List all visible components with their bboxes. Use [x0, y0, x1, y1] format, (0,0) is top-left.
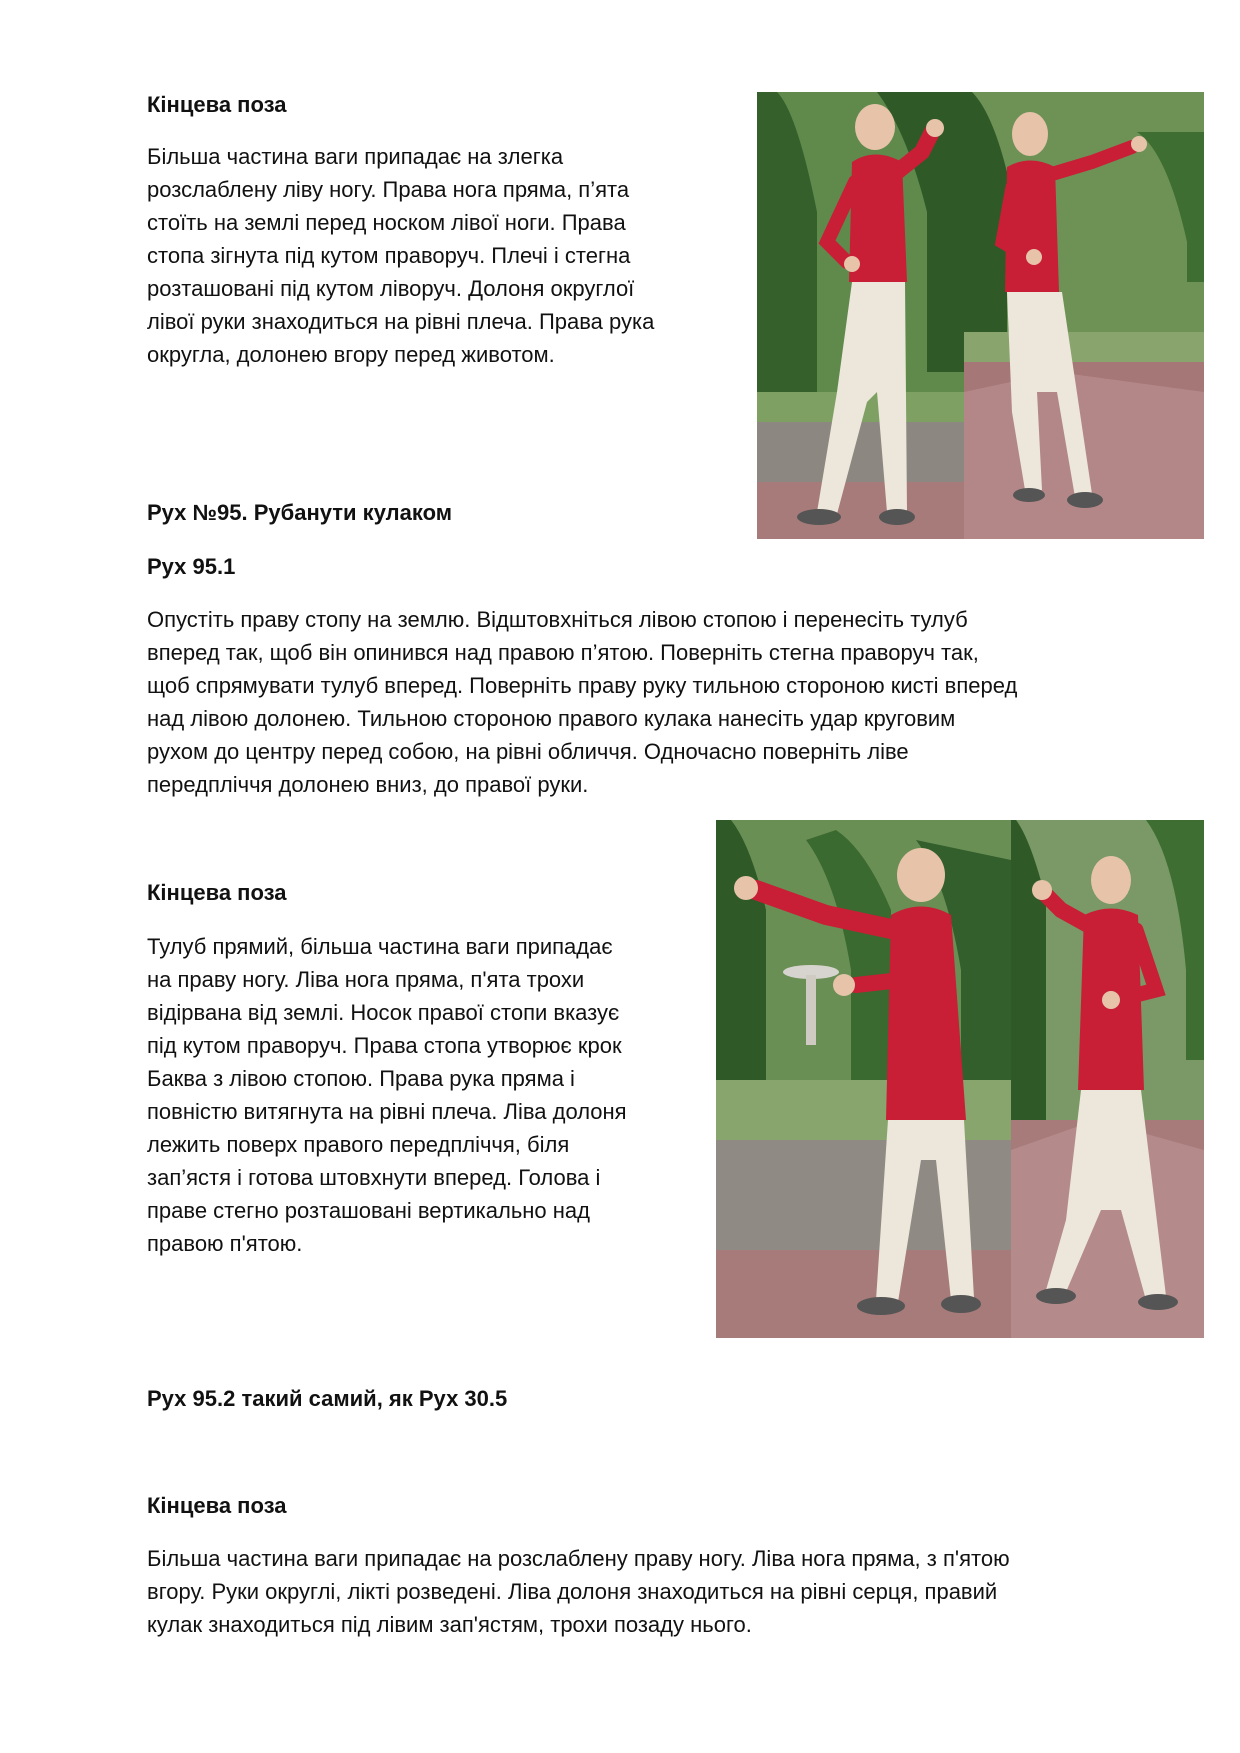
pose-photo-1	[757, 92, 1204, 539]
text-line: стопа зігнута під кутом праворуч. Плечі і стегна	[147, 243, 631, 268]
text-line: рухом до центру перед собою, на рівні обличчя. Одночасно поверніть ліве	[147, 739, 909, 764]
text-line: щоб спрямувати тулуб вперед. Поверніть праву руку тильною стороною кисті вперед	[147, 673, 1018, 698]
text-line: під кутом праворуч. Права стопа утворює крок	[147, 1033, 622, 1058]
text-line: Тулуб прямий, більша частина ваги припадає	[147, 934, 613, 959]
text-line: правою п'ятою.	[147, 1231, 303, 1256]
text-line: передпліччя долонею вниз, до правої руки.	[147, 772, 589, 797]
text-line: Опустіть праву стопу на землю. Відштовхніться лівою стопою і перенесіть тулуб	[147, 607, 968, 632]
section-heading-final-pose-2: Кінцева поза	[147, 880, 287, 905]
text-line: стоїть на землі перед носком лівої ноги. Права	[147, 210, 626, 235]
text-line: над лівою долонею. Тильною стороною правого кулака нанесіть удар круговим	[147, 706, 956, 731]
move-title-95-2: Рух 95.2 такий самий, як Рух 30.5	[147, 1386, 508, 1411]
text-line: розслаблену ліву ногу. Права нога пряма, п’ята	[147, 177, 630, 202]
text-line: Більша частина ваги припадає на розслаблену праву ногу. Ліва нога пряма, з п'ятою	[147, 1546, 1010, 1571]
text-line: праве стегно розташовані вертикально над	[147, 1198, 590, 1223]
text-line: зап’ястя і готова штовхнути вперед. Голова і	[147, 1165, 601, 1190]
section-text-final-pose-2	[147, 930, 627, 1260]
text-line: повністю витягнута на рівні плеча. Ліва долоня	[147, 1099, 627, 1124]
text-line: вперед так, щоб він опинився над правою п’ятою. Поверніть стегна праворуч так,	[147, 640, 979, 665]
section-text-final-pose-3	[147, 1542, 1010, 1641]
section-heading-final-pose-3: Кінцева поза	[147, 1493, 287, 1518]
text-line: Баква з лівою стопою. Права рука пряма і	[147, 1066, 575, 1091]
text-line: на праву ногу. Ліва нога пряма, п'ята трохи	[147, 967, 585, 992]
text-line: лежить поверх правого передпліччя, біля	[147, 1132, 570, 1157]
text-line: округла, долонею вгору перед животом.	[147, 342, 555, 367]
photo-frame-right	[964, 92, 1204, 539]
move-subtitle-95-1: Рух 95.1	[147, 554, 236, 579]
text-line: розташовані під кутом ліворуч. Долоня округлої	[147, 276, 635, 301]
section-text-final-pose-1	[147, 140, 654, 371]
text-line: відірвана від землі. Носок правої стопи вказує	[147, 1000, 620, 1025]
text-line: Більша частина ваги припадає на злегка	[147, 144, 564, 169]
section-heading-final-pose-1: Кінцева поза	[147, 92, 287, 117]
move-text-95-1	[147, 603, 1017, 801]
text-line: лівої руки знаходиться на рівні плеча. Права рука	[147, 309, 655, 334]
move-title-95: Рух №95. Рубанути кулаком	[147, 500, 452, 525]
photo-frame-left	[757, 92, 964, 539]
photo-frame-left	[716, 820, 1011, 1338]
pose-photo-2	[716, 820, 1204, 1338]
text-line: кулак знаходиться під лівим зап'ястям, трохи позаду нього.	[147, 1612, 752, 1637]
text-line: вгору. Руки округлі, лікті розведені. Ліва долоня знаходиться на рівні серця, правий	[147, 1579, 998, 1604]
photo-frame-right	[1011, 820, 1204, 1338]
